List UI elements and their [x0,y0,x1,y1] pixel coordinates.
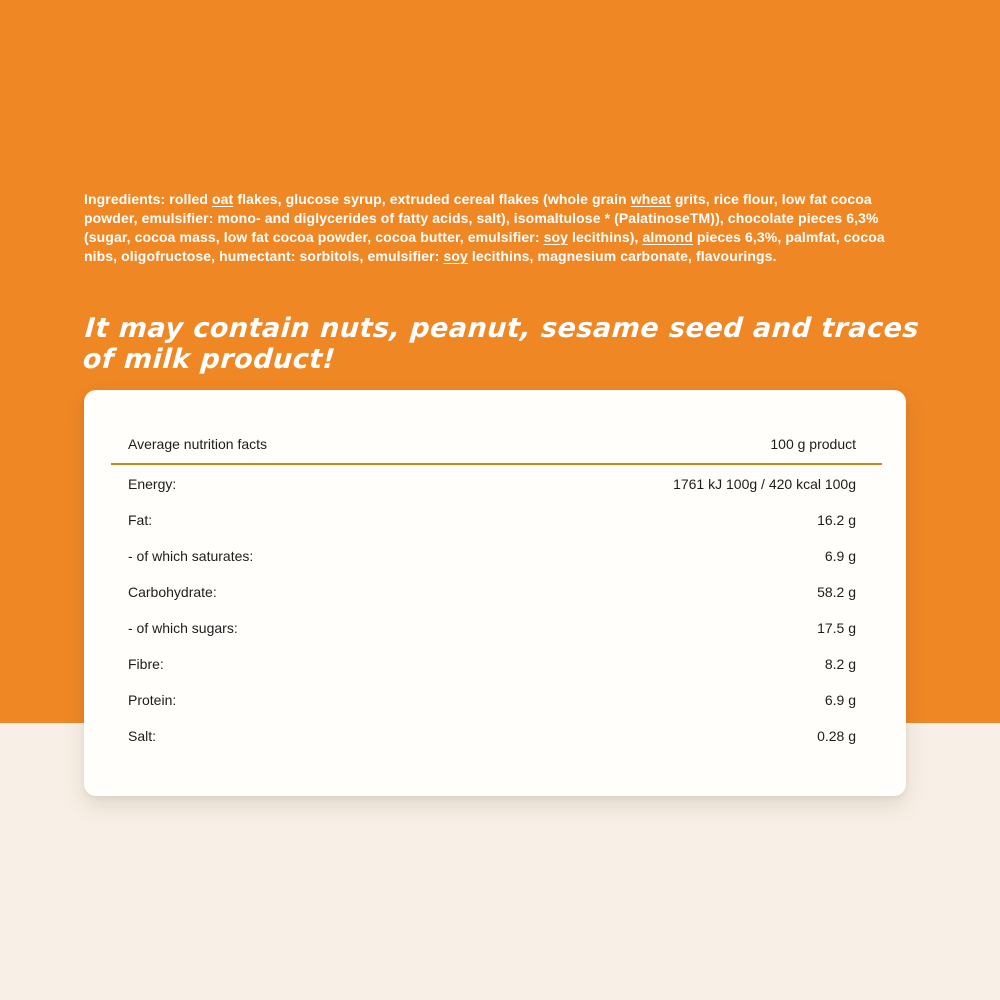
nutrition-row-label: - of which saturates: [128,548,254,564]
nutrition-row-value: 17.5 g [817,620,856,636]
nutrition-row-value: 8.2 g [824,656,856,672]
allergen-word: soy [443,248,468,264]
nutrition-row-value: 6.9 g [824,692,856,708]
ingredients-text: pieces 6,3%, palmfat, cocoa nibs, oligofructose, humectant: sorbitols, emulsifier: [84,229,885,264]
allergen-word: almond [642,229,693,245]
nutrition-row [111,610,882,646]
nutrition-card [84,390,906,796]
allergen-word: soy [543,229,569,245]
nutrition-row-label: - of which sugars: [128,620,238,636]
nutrition-row-value: 16.2 g [817,512,856,528]
nutrition-row-label: Energy: [128,476,177,492]
nutrition-row [111,718,882,754]
nutrition-row [111,538,882,574]
nutrition-table [111,434,882,754]
nutrition-row-value: 0.28 g [817,728,856,744]
nutrition-row [111,574,882,610]
allergen-word: oat [212,191,234,207]
nutrition-row [111,682,882,718]
nutrition-row [111,646,882,682]
ingredients-text: lecithins, magnesium carbonate, flavourings. [467,248,777,264]
nutrition-rows [111,466,882,754]
nutrition-row-value: 58.2 g [817,584,856,600]
nutrition-row-label: Protein: [128,692,177,708]
ingredients-text: grits, rice flour, low fat cocoa powder, emulsifier: mono- and diglycerides of fatty acids, salt), isomaltulose * (PalatinoseTM)), chocolate pieces 6,3% (sugar, cocoa mass, low fat cocoa powder, cocoa butter, emulsifier: [84,191,879,245]
nutrition-row [111,466,882,502]
nutrition-row-label: Fibre: [128,656,164,672]
allergen-word: wheat [630,191,671,207]
nutrition-row-label: Fat: [128,512,153,528]
nutrition-row-value: 1761 kJ 100g / 420 kcal 100g [673,476,856,492]
ingredients-paragraph [84,190,918,266]
table-divider [111,463,882,465]
nutrition-row-value: 6.9 g [824,548,856,564]
nutrition-row [111,502,882,538]
ingredients-text: lecithins), [568,229,643,245]
ingredients-text: flakes, glucose syrup, extruded cereal flakes (whole grain [233,191,631,207]
nutrition-header-value: 100 g product [770,436,856,452]
nutrition-row-label: Carbohydrate: [128,584,217,600]
ingredients-text: Ingredients: rolled [84,191,213,207]
nutrition-row-label: Salt: [128,728,157,744]
nutrition-header-label: Average nutrition facts [128,436,268,452]
nutrition-table-header [111,434,882,454]
allergen-note: It may contain nuts, peanut, sesame seed and traces of milk product! [81,313,921,375]
